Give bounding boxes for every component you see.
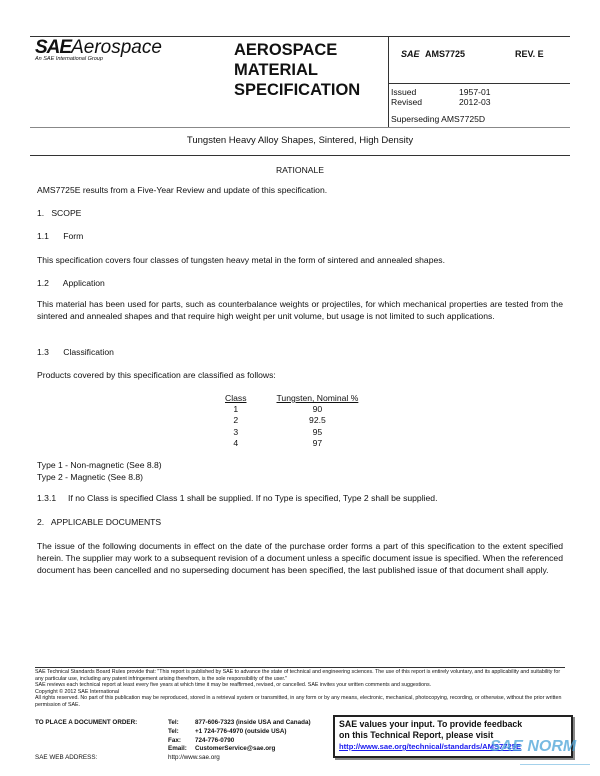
revised-label: Revised — [391, 97, 423, 107]
legal-text: Copyright © 2012 SAE International — [35, 688, 119, 695]
type-line: Type 2 - Magnetic (See 8.8) — [37, 472, 144, 482]
sae-aerospace-logo — [35, 37, 162, 62]
watermark-rule — [520, 764, 590, 765]
contact-label: Tel: — [168, 727, 179, 735]
logo-sae: SAE — [35, 37, 72, 58]
rationale-heading: RATIONALE — [275, 165, 325, 175]
doc-number: AMS7725 — [425, 49, 466, 59]
order-label: TO PLACE A DOCUMENT ORDER: — [35, 719, 138, 726]
class-cell: 2 — [233, 415, 239, 426]
section-heading: 1.2 Application — [37, 278, 105, 288]
document-title: Tungsten Heavy Alloy Shapes, Sintered, High Density — [186, 135, 414, 146]
section-heading: 2. APPLICABLE DOCUMENTS — [37, 517, 162, 527]
issued-label: Issued — [391, 87, 417, 97]
tungsten-cell: 90 — [312, 404, 323, 415]
superseding: Superseding AMS7725D — [391, 114, 486, 124]
class-cell: 1 — [233, 404, 239, 415]
classification-table — [225, 393, 358, 449]
contact-value: +1 724-776-4970 (outside USA) — [195, 727, 287, 735]
footer-rule — [35, 667, 565, 668]
contact-value: 724-776-0790 — [195, 736, 235, 744]
paragraph: The issue of the following documents in effect on the date of the purchase order forms a part of this specification to the extent specified herein. The supplier may work to a subsequent revision of a document unless a specific document issue is specified. When the referenced document has been cancelled and no superseding document has been specified, the last published issue of that document shall apply. — [37, 541, 563, 575]
logo-aerospace: Aerospace — [71, 37, 162, 58]
tungsten-cell: 95 — [312, 426, 323, 437]
paragraph: 1.3.1 If no Class is specified Class 1 shall be supplied. If no Type is specified, Type 2 shall be supplied. — [37, 493, 438, 503]
title-rule — [30, 127, 570, 128]
contact-value: CustomerService@sae.org — [195, 745, 276, 753]
contacts — [168, 719, 311, 754]
table-row — [225, 427, 358, 438]
table-row — [225, 438, 358, 449]
header-sub-rule — [388, 83, 570, 84]
class-cell: 4 — [233, 437, 239, 448]
table-row — [225, 415, 358, 426]
header-bottom-rule — [30, 155, 570, 156]
title-line: MATERIAL — [234, 61, 319, 79]
header-divider — [388, 36, 389, 127]
table-header: Tungsten, Nominal % — [276, 393, 359, 403]
paragraph: Products covered by this specification are classified as follows: — [37, 370, 276, 380]
tungsten-cell: 97 — [312, 437, 323, 448]
feedback-link[interactable]: http://www.sae.org/technical/standards/AMS7725E — [339, 742, 522, 751]
section-heading: 1. SCOPE — [37, 208, 82, 218]
contact-label: Tel: — [168, 719, 179, 726]
legal-text: SAE reviews each technical report at least every five years at which time it may be reaffirmed, revised, or cancelled. SAE invites your written comments and suggestions. — [35, 682, 432, 689]
revision: REV. E — [515, 49, 544, 59]
paragraph: This material has been used for parts, such as counterbalance weights or projectiles, for which mechanical properties are tested from the sintered and annealed shapes and that require high weight per unit volume, but usage is not limited to such applications. — [37, 299, 563, 321]
feedback-text: on this Technical Report, please visit — [339, 730, 494, 740]
table-header: Class — [225, 393, 247, 403]
type-line: Type 1 - Non-magnetic (See 8.8) — [37, 460, 162, 470]
title-line: AEROSPACE — [234, 41, 338, 59]
paragraph: This specification covers four classes of tungsten heavy metal in the form of sintered and annealed shapes. — [37, 255, 445, 265]
contact-value: 877-606-7323 (inside USA and Canada) — [195, 719, 311, 726]
web-label: SAE WEB ADDRESS: — [35, 754, 98, 761]
class-cell: 3 — [233, 426, 239, 437]
contact-label: Email: — [168, 745, 187, 753]
sae-norm-watermark: SAE NORM — [490, 738, 577, 755]
title-line: SPECIFICATION — [234, 81, 361, 99]
tungsten-cell: 92.5 — [309, 415, 326, 426]
revised-date: 2012-03 — [459, 97, 491, 107]
feedback-text: SAE values your input. To provide feedback — [339, 719, 523, 729]
section-heading: 1.3 Classification — [37, 347, 114, 357]
legal-text: SAE Technical Standards Board Rules provide that: "This report is published by SAE to advance the state of technical and engineering sciences. The use of this report is entirely voluntary, and its applicability and suitability for any particular use, including any patent infringement arising therefrom, is the sole responsibility of the user." — [35, 669, 561, 682]
web-address[interactable]: http://www.sae.org — [168, 754, 220, 761]
rationale-text: AMS7725E results from a Five-Year Review and update of this specification. — [37, 185, 328, 195]
section-heading: 1.1 Form — [37, 231, 84, 241]
sae-small-logo: SAE — [401, 49, 420, 59]
footer-legal — [35, 669, 565, 709]
table-row — [225, 404, 358, 415]
contact-label: Fax: — [168, 736, 181, 744]
issued-date: 1957-01 — [459, 87, 491, 97]
logo-tagline: An SAE International Group — [35, 56, 103, 62]
legal-text: All rights reserved. No part of this publication may be reproduced, stored in a retrieval system or transmitted, in any form or by any means, electronic, mechanical, photocopying, recording, or otherwise, without the prior written permission of SAE. — [35, 695, 562, 708]
spec-type-title — [234, 40, 360, 100]
